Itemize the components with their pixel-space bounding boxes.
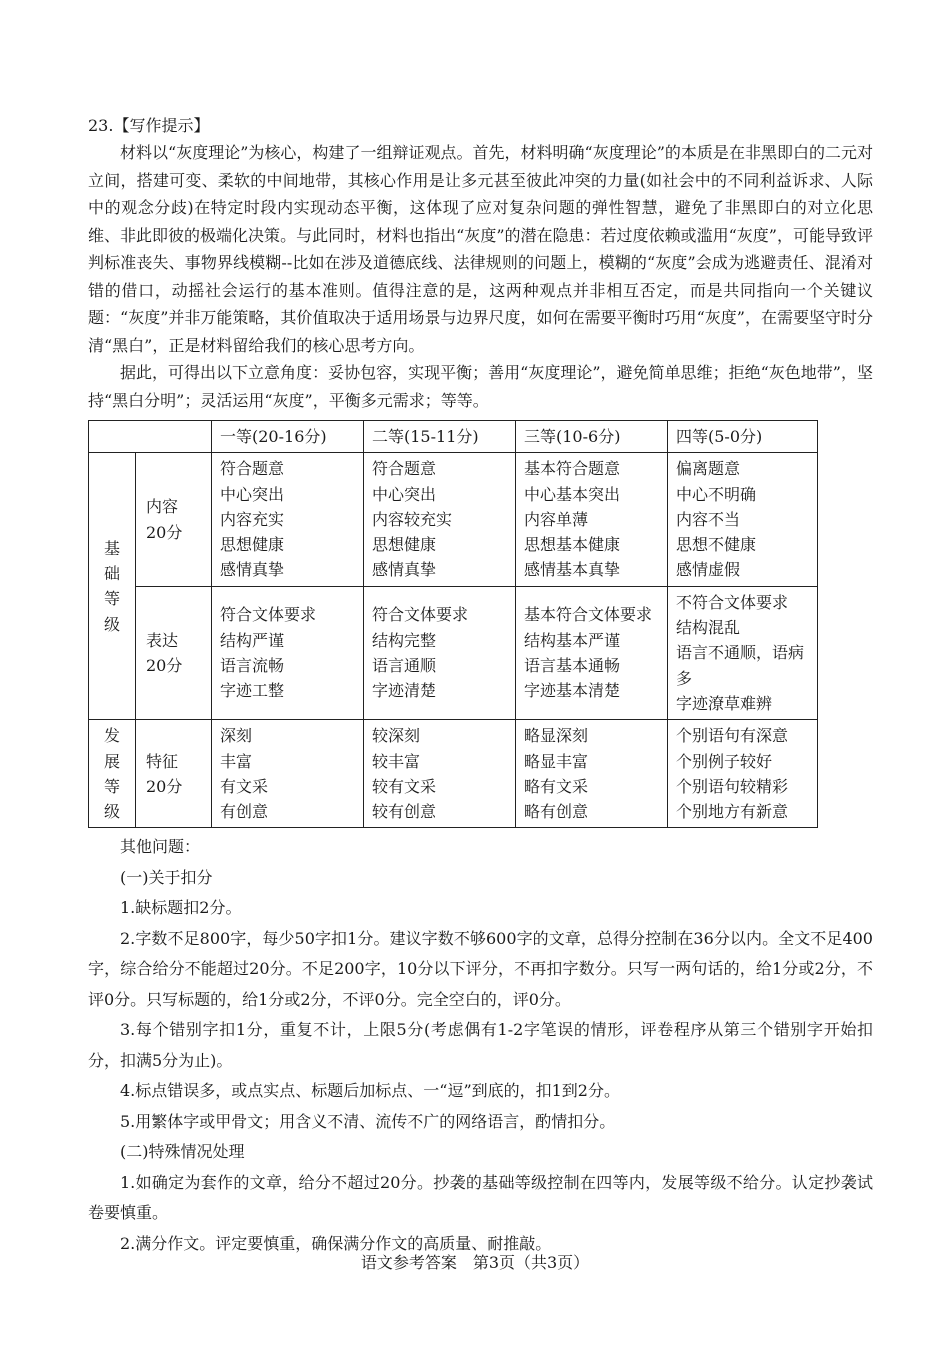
expression-label: 表达 20分 xyxy=(136,586,212,719)
grade-header: 一等(20-16分) xyxy=(212,421,364,453)
basic-level-label: 基 础 等 级 xyxy=(89,453,136,720)
deduction-rule: 3.每个错别字扣1分，重复不计，上限5分(考虑偶有1-2字笔误的情形，评卷程序从第三个错别字开始扣分，扣满5分为止)。 xyxy=(88,1020,873,1070)
rubric-cell: 符合题意 中心突出 内容较充实 思想健康 感情真挚 xyxy=(364,453,516,586)
rubric-cell: 略显深刻 略显丰富 略有文采 略有创意 xyxy=(516,720,668,828)
rubric-cell: 不符合文体要求 结构混乱 语言不通顺，语病多 字迹潦草难辨 xyxy=(668,586,818,719)
rubric-corner-cell xyxy=(89,421,212,453)
grade-header: 四等(5-0分) xyxy=(668,421,818,453)
rubric-cell: 深刻 丰富 有文采 有创意 xyxy=(212,720,364,828)
other-issues-title: 其他问题： xyxy=(120,837,201,857)
rubric-cell: 基本符合文体要求 结构基本严谨 语言基本通畅 字迹基本清楚 xyxy=(516,586,668,719)
grade-header: 二等(15-11分) xyxy=(364,421,516,453)
special-case-rule: 2.满分作文。评定要慎重，确保满分作文的高质量、耐推敲。 xyxy=(120,1233,552,1253)
question-heading: 23.【写作提示】 xyxy=(88,116,210,135)
rubric-cell: 符合文体要求 结构完整 语言通顺 字迹清楚 xyxy=(364,586,516,719)
deduction-section-title: (一)关于扣分 xyxy=(120,867,213,887)
deduction-rule: 5.用繁体字或甲骨文；用含义不清、流传不广的网络语言，酌情扣分。 xyxy=(120,1111,616,1131)
feature-row xyxy=(89,720,818,828)
grade-header: 三等(10-6分) xyxy=(516,421,668,453)
thesis-angles-paragraph: 据此，可得出以下立意角度：妥协包容，实现平衡；善用“灰度理论”，避免简单思维；拒绝“灰色地带”，坚持“黑白分明”；灵活运用“灰度”，平衡多元需求；等等。 xyxy=(88,363,873,410)
deduction-rule: 2.字数不足800字，每少50字扣1分。建议字数不够600字的文章，总得分控制在36分以内。全文不足400字，综合给分不能超过20分。不足200字，10分以下评分，不再扣字数分。只写一两句话的，给1分或2分，不评0分。只写标题的，给1分或2分，不评0分。完全空白的，评0分。 xyxy=(88,928,873,1009)
rubric-header-row xyxy=(89,421,818,453)
rubric-cell: 基本符合题意 中心基本突出 内容单薄 思想基本健康 感情基本真挚 xyxy=(516,453,668,586)
expression-row xyxy=(89,586,818,719)
other-issues-section xyxy=(88,832,873,1259)
page-footer: 语文参考答案 第3页（共3页） xyxy=(360,1253,590,1272)
feature-label: 特征 20分 xyxy=(136,720,212,828)
rubric-cell: 符合题意 中心突出 内容充实 思想健康 感情真挚 xyxy=(212,453,364,586)
deduction-rule: 4.标点错误多，或点实点、标题后加标点、一“逗”到底的，扣1到2分。 xyxy=(120,1081,620,1101)
rubric-cell: 偏离题意 中心不明确 内容不当 思想不健康 感情虚假 xyxy=(668,453,818,586)
rubric-cell: 个别语句有深意 个别例子较好 个别语句较精彩 个别地方有新意 xyxy=(668,720,818,828)
grading-rubric-table xyxy=(88,420,818,828)
writing-hint-paragraph: 材料以“灰度理论”为核心，构建了一组辩证观点。首先，材料明确“灰度理论”的本质是在非黑即白的二元对立间，搭建可变、柔软的中间地带，其核心作用是让多元甚至彼此冲突的力量(如社会中的不同利益诉求、人际中的观念分歧)在特定时段内实现动态平衡，这体现了应对复杂问题的弹性智慧，避免了非黑即白的对立化思维、非此即彼的极端化决策。与此同时，材料也指出“灰度”的潜在隐患：若过度依赖或滥用“灰度”，可能导致评判标准丧失、事物界线模糊--比如在涉及道德底线、法律规则的问题上，模糊的“灰度”会成为逃避责任、混淆对错的借口，动摇社会运行的基本准则。值得注意的是，这两种观点并非相互否定，而是共同指向一个关键议题：“灰度”并非万能策略，其价值取决于适用场景与边界尺度，如何在需要平衡时巧用“灰度”，在需要坚守时分清“黑白”，正是材料留给我们的核心思考方向。 xyxy=(88,143,873,355)
rubric-cell: 符合文体要求 结构严谨 语言流畅 字迹工整 xyxy=(212,586,364,719)
development-level-label: 发 展 等 级 xyxy=(89,720,136,828)
answer-page xyxy=(88,112,873,1259)
deduction-rule: 1.缺标题扣2分。 xyxy=(120,898,242,918)
special-cases-title: (二)特殊情况处理 xyxy=(120,1142,245,1162)
special-case-rule: 1.如确定为套作的文章，给分不超过20分。抄袭的基础等级控制在四等内，发展等级不给分。认定抄袭试卷要慎重。 xyxy=(88,1172,873,1223)
rubric-cell: 较深刻 较丰富 较有文采 较有创意 xyxy=(364,720,516,828)
content-row xyxy=(89,453,818,586)
content-label: 内容 20分 xyxy=(136,453,212,586)
